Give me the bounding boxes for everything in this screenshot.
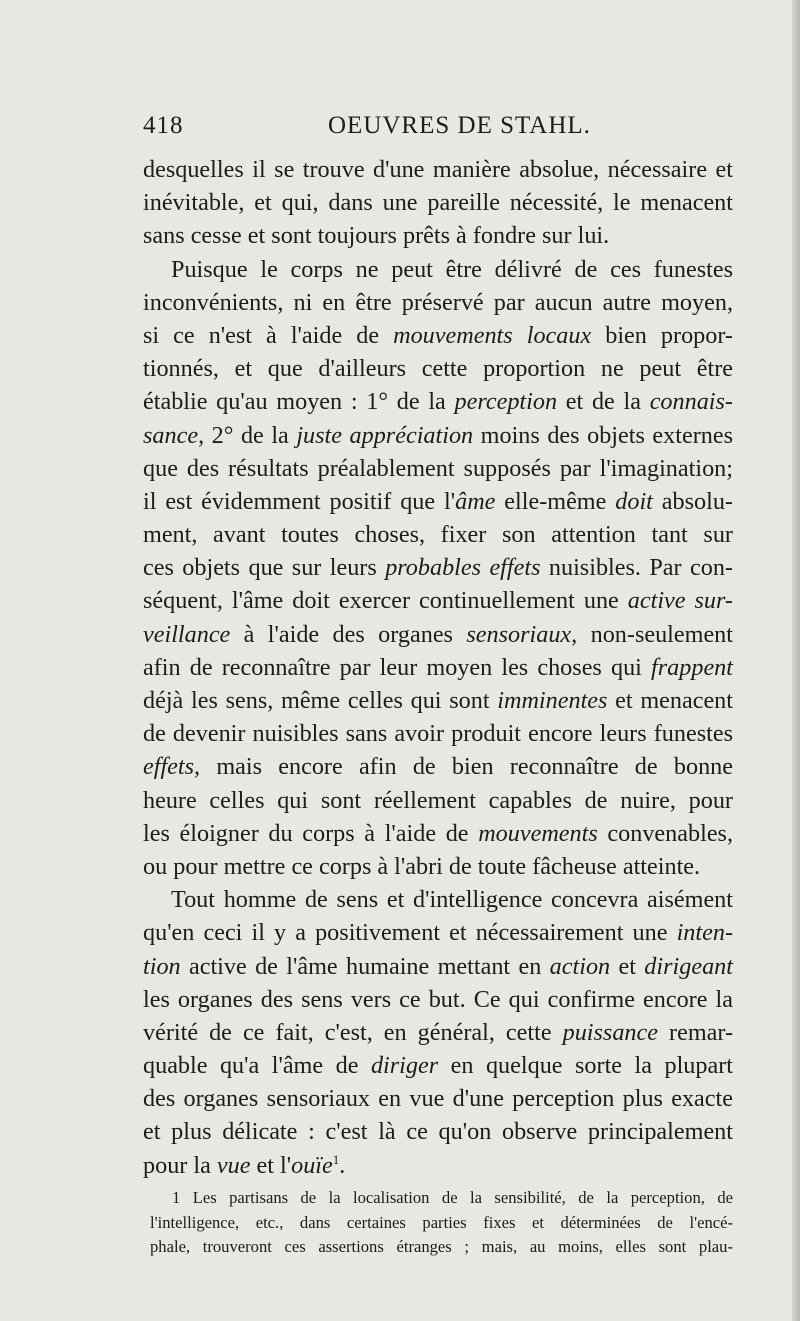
- footnote-line: l'intelligence, etc., dans certaines parties fixes et déterminées de l'encé-: [150, 1212, 733, 1232]
- running-title: OEUVRES DE STAHL.: [328, 112, 591, 139]
- footnote-line: 1 Les partisans de la localisation de la sensibilité, de la perception, de: [172, 1188, 733, 1207]
- italic-text: inten-: [676, 919, 733, 947]
- text-span: heure celles qui sont réellement capables de nuire, pour: [143, 786, 733, 814]
- body-text: [143, 153, 733, 1182]
- text-line: [143, 153, 733, 186]
- text-line: [143, 452, 733, 485]
- text-span: les éloigner du corps à l'aide de: [143, 819, 479, 847]
- italic-text: perception: [454, 388, 558, 416]
- text-line: [143, 352, 733, 385]
- text-span: et plus délicate : c'est là ce qu'on observe principalement: [143, 1118, 733, 1146]
- text-span: des organes sensoriaux en vue d'une perception plus exacte: [143, 1085, 733, 1113]
- text-line: [143, 1082, 733, 1115]
- italic-text: active sur-: [627, 587, 733, 615]
- text-line: [143, 883, 733, 916]
- page-header: [143, 112, 733, 148]
- italic-text: mouvements: [478, 819, 598, 847]
- text-span: tionnés, et que d'ailleurs cette proportion ne peut être: [143, 355, 733, 383]
- footnote-reference[interactable]: 1: [332, 1151, 340, 1167]
- text-span: qu'en ceci il y a positivement et nécessairement une: [143, 919, 677, 947]
- text-span: inévitable, et qui, dans une pareille nécessité, le menacent: [143, 189, 733, 217]
- text-span: pour la: [143, 1151, 217, 1179]
- italic-text: dirigeant: [644, 952, 733, 980]
- text-span: bien propor-: [591, 321, 733, 349]
- text-line: [143, 1115, 733, 1148]
- text-line: [143, 385, 733, 418]
- text-line: [143, 717, 733, 750]
- text-span: ou pour mettre ce corps à l'abri de toute fâcheuse atteinte.: [143, 852, 701, 880]
- footnote: [150, 1186, 733, 1260]
- text-span: et l': [250, 1151, 292, 1179]
- text-line: [143, 684, 733, 717]
- page-number: 418: [143, 112, 184, 139]
- text-span: , 2° de la: [198, 421, 297, 449]
- text-span: sans cesse et sont toujours prêts à fondre sur lui.: [143, 222, 610, 250]
- text-span: ces objets que sur leurs: [143, 554, 386, 582]
- italic-text: frappent: [651, 653, 733, 681]
- text-line: [143, 1049, 733, 1082]
- text-line: [143, 750, 733, 783]
- text-span: et de la: [557, 388, 650, 416]
- text-span: afin de reconnaître par leur moyen les choses qui: [143, 653, 652, 681]
- text-span: mais encore afin de bien reconnaître de bonne: [200, 753, 733, 781]
- text-line: [143, 618, 733, 651]
- text-line: [143, 983, 733, 1016]
- italic-text: vue: [216, 1151, 251, 1179]
- text-line: [143, 518, 733, 551]
- text-line: [143, 551, 733, 584]
- italic-text: doit: [615, 487, 653, 515]
- italic-text: âme: [455, 487, 496, 515]
- text-span: que des résultats préalablement supposés par l'imagination;: [143, 454, 733, 482]
- text-span: Puisque le corps ne peut être délivré de ces funestes: [171, 255, 733, 283]
- text-line: [143, 784, 733, 817]
- text-span: il est évidemment positif que l': [143, 487, 456, 515]
- text-span: inconvénients, ni en être préservé par aucun autre moyen,: [143, 288, 733, 316]
- text-span: Tout homme de sens et d'intelligence concevra aisément: [171, 886, 733, 914]
- text-line: [143, 817, 733, 850]
- italic-text: connais-: [649, 388, 733, 416]
- italic-text: imminentes: [497, 687, 608, 714]
- footnote-line: phale, trouveront ces assertions étranges ; mais, au moins, elles sont plau-: [150, 1237, 733, 1256]
- text-span: quable qu'a l'âme de: [143, 1052, 371, 1080]
- text-line: [143, 651, 733, 684]
- text-line: [143, 850, 733, 883]
- italic-text: diriger: [370, 1052, 439, 1080]
- text-span: moins des objets externes: [473, 421, 733, 449]
- text-line: [143, 286, 733, 319]
- text-span: active de l'âme humaine mettant en: [180, 952, 550, 980]
- italic-text: mouvements locaux: [393, 321, 592, 349]
- text-span: vérité de ce fait, c'est, en général, cette: [143, 1018, 563, 1046]
- text-span: elle-même: [495, 487, 616, 515]
- italic-text: juste appréciation: [296, 421, 474, 449]
- text-line: [143, 186, 733, 219]
- text-span: et: [610, 952, 645, 980]
- text-line: [143, 1016, 733, 1049]
- text-line: [143, 253, 733, 286]
- text-span: les organes des sens vers ce but. Ce qui confirme encore la: [143, 985, 733, 1013]
- text-span: de devenir nuisibles sans avoir produit encore leurs funestes: [143, 720, 733, 748]
- text-span: desquelles il se trouve d'une manière absolue, nécessaire et: [143, 156, 733, 183]
- text-span: remar-: [658, 1018, 733, 1046]
- text-span: ment, avant toutes choses, fixer son attention tant sur: [143, 521, 733, 549]
- text-span: déjà les sens, même celles qui sont: [143, 687, 498, 714]
- text-span: convenables,: [597, 819, 734, 847]
- text-span: établie qu'au moyen : 1° de la: [143, 388, 455, 416]
- text-line: [143, 916, 733, 949]
- text-span: si ce n'est à l'aide de: [143, 321, 394, 349]
- text-line: [143, 584, 733, 617]
- text-span: séquent, l'âme doit exercer continuellement une: [143, 587, 628, 615]
- text-line: [143, 950, 733, 983]
- text-span: non-seulement: [577, 620, 734, 648]
- text-line: [143, 1149, 733, 1182]
- text-span: en quelque sorte la plupart: [438, 1052, 733, 1080]
- text-line: [143, 419, 733, 452]
- text-span: .: [339, 1151, 346, 1179]
- text-line: [143, 319, 733, 352]
- italic-text: sance: [143, 421, 199, 449]
- text-line: [143, 219, 733, 252]
- text-line: [143, 485, 733, 518]
- text-span: à l'aide des organes: [230, 620, 467, 648]
- text-span: nuisibles. Par con-: [540, 554, 733, 582]
- text-span: absolu-: [652, 487, 733, 515]
- italic-text: veillance: [143, 620, 231, 648]
- italic-text: sensoriaux,: [466, 620, 578, 648]
- italic-text: tion: [143, 952, 181, 980]
- italic-text: probables effets: [385, 554, 541, 582]
- italic-text: puissance: [562, 1018, 658, 1046]
- text-span: et menacent: [607, 687, 733, 714]
- italic-text: effets,: [143, 753, 201, 781]
- italic-text: action: [549, 952, 611, 980]
- page-edge: [792, 0, 800, 1321]
- italic-text: ouïe: [291, 1151, 333, 1179]
